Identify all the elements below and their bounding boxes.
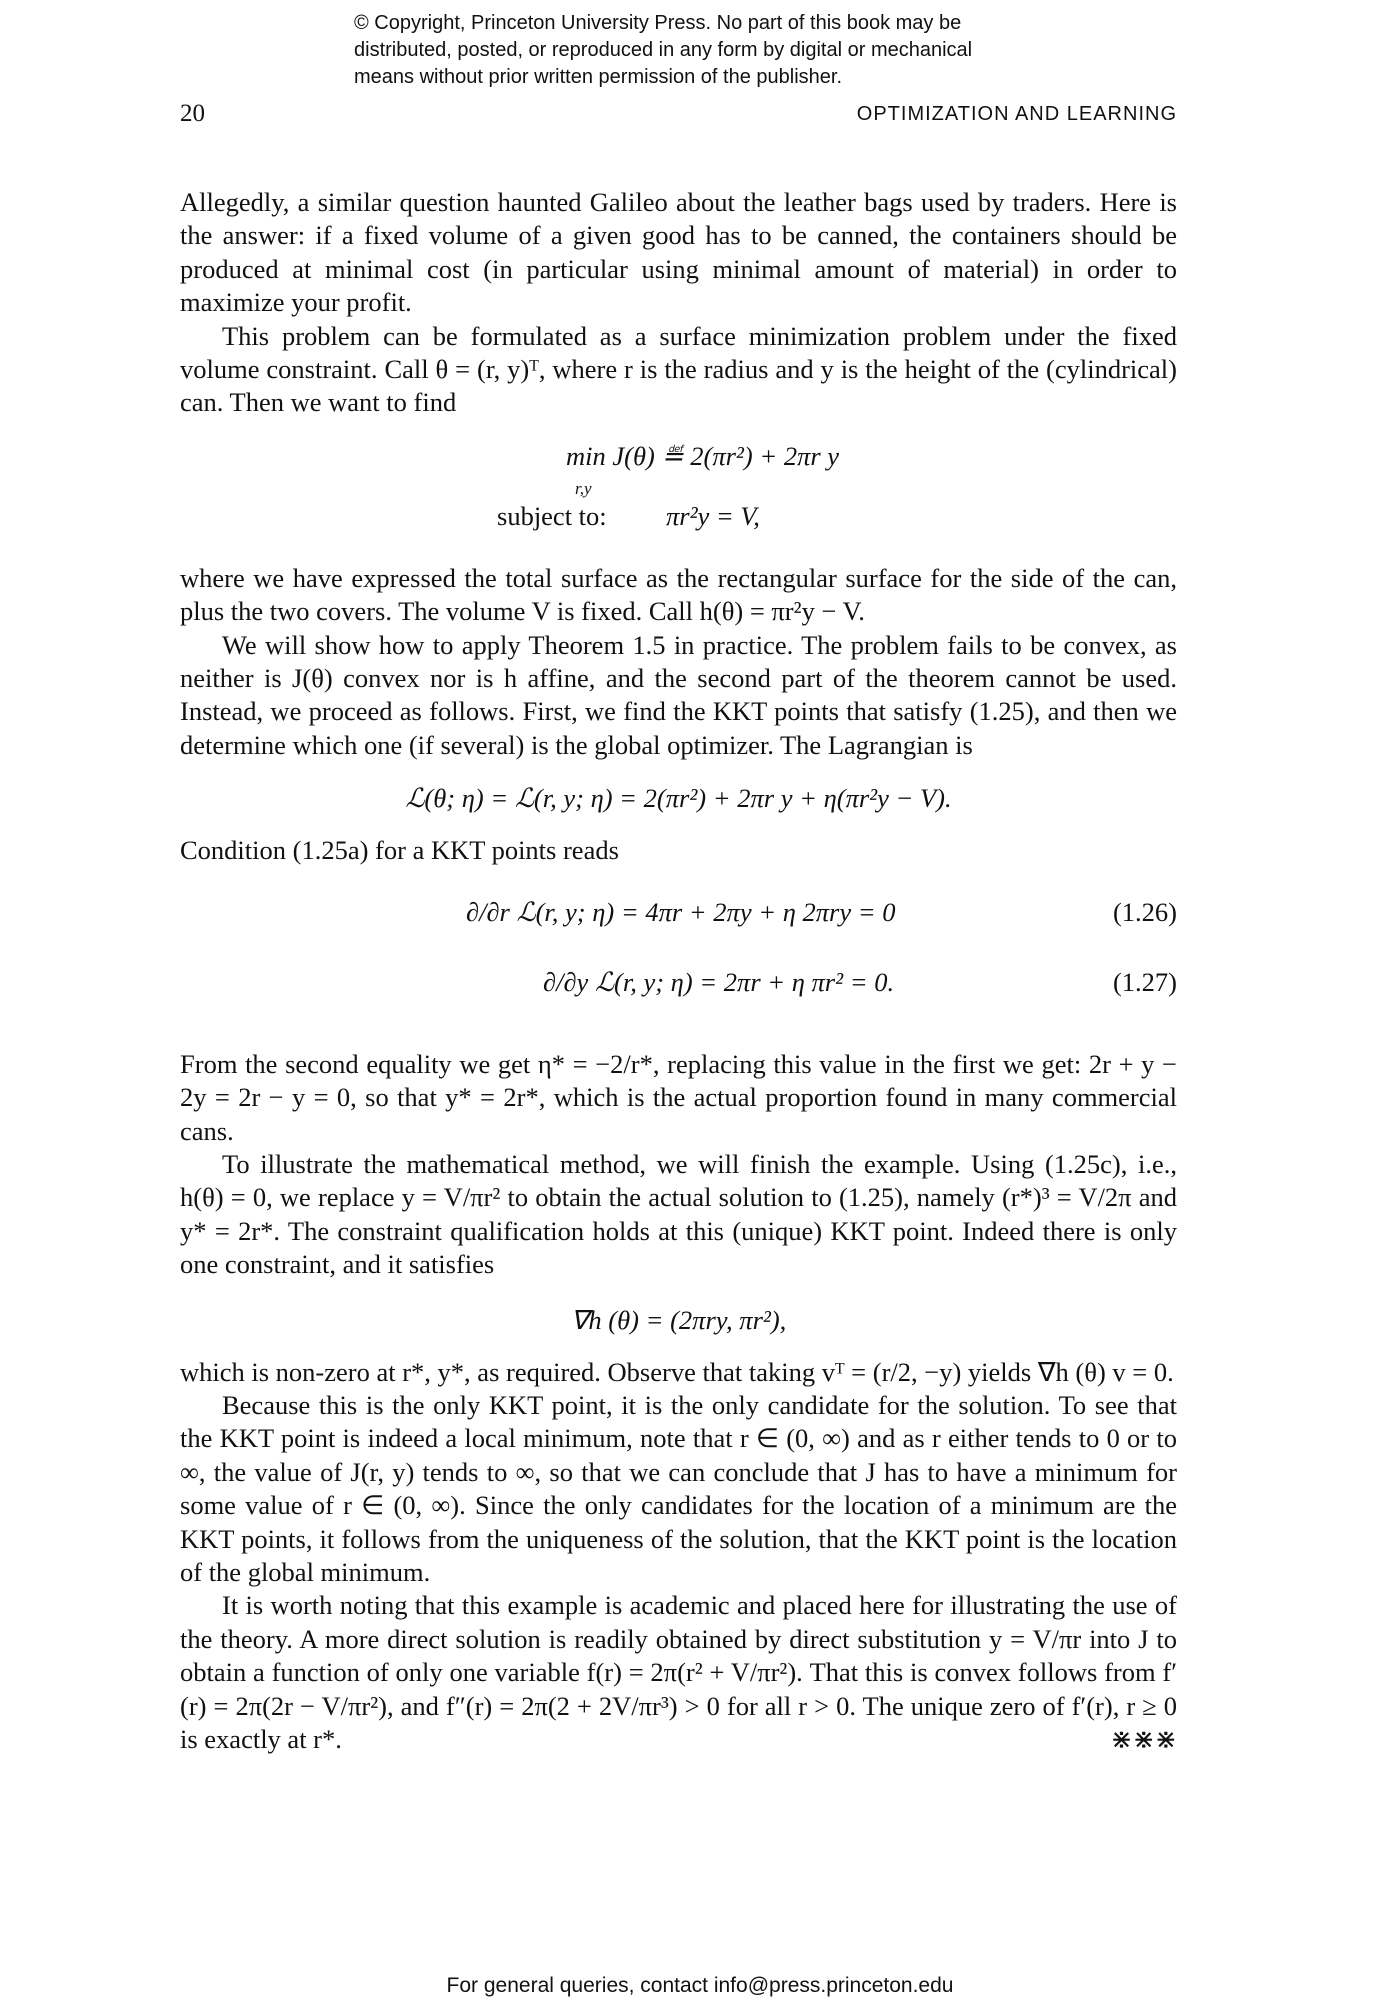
paragraph: Because this is the only KKT point, it is the only candidate for the solution. To see that the KKT point is indeed a local minimum, note that r ∈ (0, ∞) and as r either tends to 0 or to ∞, the value of J(r, y) tends to ∞, so that we can conclude that J has to have a minimum for some value of r ∈ (0, ∞). Since the only candidates for the location of a minimum are the KKT points, it follows from the uniqueness of the solution, that the KKT point is the location of the global minimum. — [180, 1389, 1177, 1587]
copyright-line: distributed, posted, or reproduced in any form by digital or mechanical — [354, 39, 973, 61]
equation-1-26-formula: ∂/∂r ℒ(r, y; η) = 4πr + 2πy + η 2πry = 0 — [466, 896, 896, 927]
paragraph: It is worth noting that this example is academic and placed here for illustrating the use of the theory. A more direct solution is readily obtained by direct substitution y = V/πr into J to obtain a function of only one variable f(r) = 2π(r² + V/πr²). That this is convex follows from f′(r) = 2π(2r − V/πr²), and f″(r) = 2π(2 + 2V/πr³) > 0 for all r > 0. The unique zero of f′(r), r ≥ 0 is exactly at r*. — [180, 1590, 1177, 1754]
end-of-example-mark: ⋇⋇⋇ — [1110, 1724, 1177, 1754]
paragraph: Condition (1.25a) for a KKT points reads — [180, 835, 619, 866]
page-number: 20 — [180, 100, 205, 127]
paragraph: We will show how to apply Theorem 1.5 in practice. The problem fails to be convex, as neither is J(θ) convex nor is h affine, and the second part of the theorem cannot be used. Instead, we proceed as follows. First, we find the KKT points that satisfy (1.25), and then we determine which one (if several) is the global optimizer. The Lagrangian is — [180, 629, 1177, 760]
paragraph: Allegedly, a similar question haunted Galileo about the leather bags used by traders. Here is the answer: if a fixed volume of a given good has to be canned, the containers should be produced at minimal cost (in particular using minimal amount of material) in order to maximize your profit. — [180, 187, 1177, 318]
running-head: OPTIMIZATION AND LEARNING — [856, 103, 1177, 125]
copyright-line: © Copyright, Princeton University Press. No part of this book may be — [354, 12, 962, 34]
constraint-label: subject to: — [497, 500, 607, 531]
paragraph: This problem can be formulated as a surface minimization problem under the fixed volume constraint. Call θ = (r, y)ᵀ, where r is the radius and y is the height of the (cylindrical) can. Then we want to find — [180, 320, 1177, 418]
last-paragraph-wrap — [180, 1589, 1177, 1756]
paragraph: From the second equality we get η* = −2/r*, replacing this value in the first we get: 2r + y − 2y = 2r − y = 0, so that y* = 2r*, which is the actual proportion found in many commercial cans. — [180, 1048, 1177, 1146]
equation-1-27-number: (1.27) — [1112, 966, 1177, 997]
equation-1-26-number: (1.26) — [1112, 896, 1177, 927]
copyright-line: means without prior written permission of the publisher. — [354, 66, 843, 88]
paragraph: which is non-zero at r*, y*, as required. Observe that taking vᵀ = (r/2, −y) yields ∇h (θ) v = 0. — [180, 1356, 1174, 1387]
copyright-notice — [354, 10, 1114, 91]
equation-1-27 — [180, 954, 1177, 1030]
objective-subscript: r,y — [575, 478, 592, 498]
equation-1-26 — [180, 878, 1177, 954]
equation-gradient: ∇h (θ) = (2πry, πr²), — [570, 1304, 787, 1335]
paragraph: where we have expressed the total surface as the rectangular surface for the side of the can, plus the two covers. The volume V is fixed. Call h(θ) = πr²y − V. — [180, 562, 1177, 627]
footer-contact: For general queries, contact info@press.princeton.edu — [446, 1974, 954, 1997]
objective-formula: min J(θ) ≝ 2(πr²) + 2πr y — [566, 440, 840, 471]
equation-constraint — [180, 496, 1177, 542]
constraint-formula: πr²y = V, — [666, 500, 760, 531]
page-body — [180, 186, 1177, 1756]
equation-1-27-formula: ∂/∂y ℒ(r, y; η) = 2πr + η πr² = 0. — [543, 966, 895, 997]
equation-lagrangian: ℒ(θ; η) = ℒ(r, y; η) = 2(πr²) + 2πr y + η(πr²y − V). — [405, 783, 952, 814]
paragraph: To illustrate the mathematical method, we will finish the example. Using (1.25c), i.e., h(θ) = 0, we replace y = V/πr² to obtain the actual solution to (1.25), namely (r*)³ = V/2π and y* = 2r*. The constraint qualification holds at this (unique) KKT point. Indeed there is only one constraint, and it satisfies — [180, 1148, 1177, 1280]
equation-objective — [180, 434, 1177, 498]
